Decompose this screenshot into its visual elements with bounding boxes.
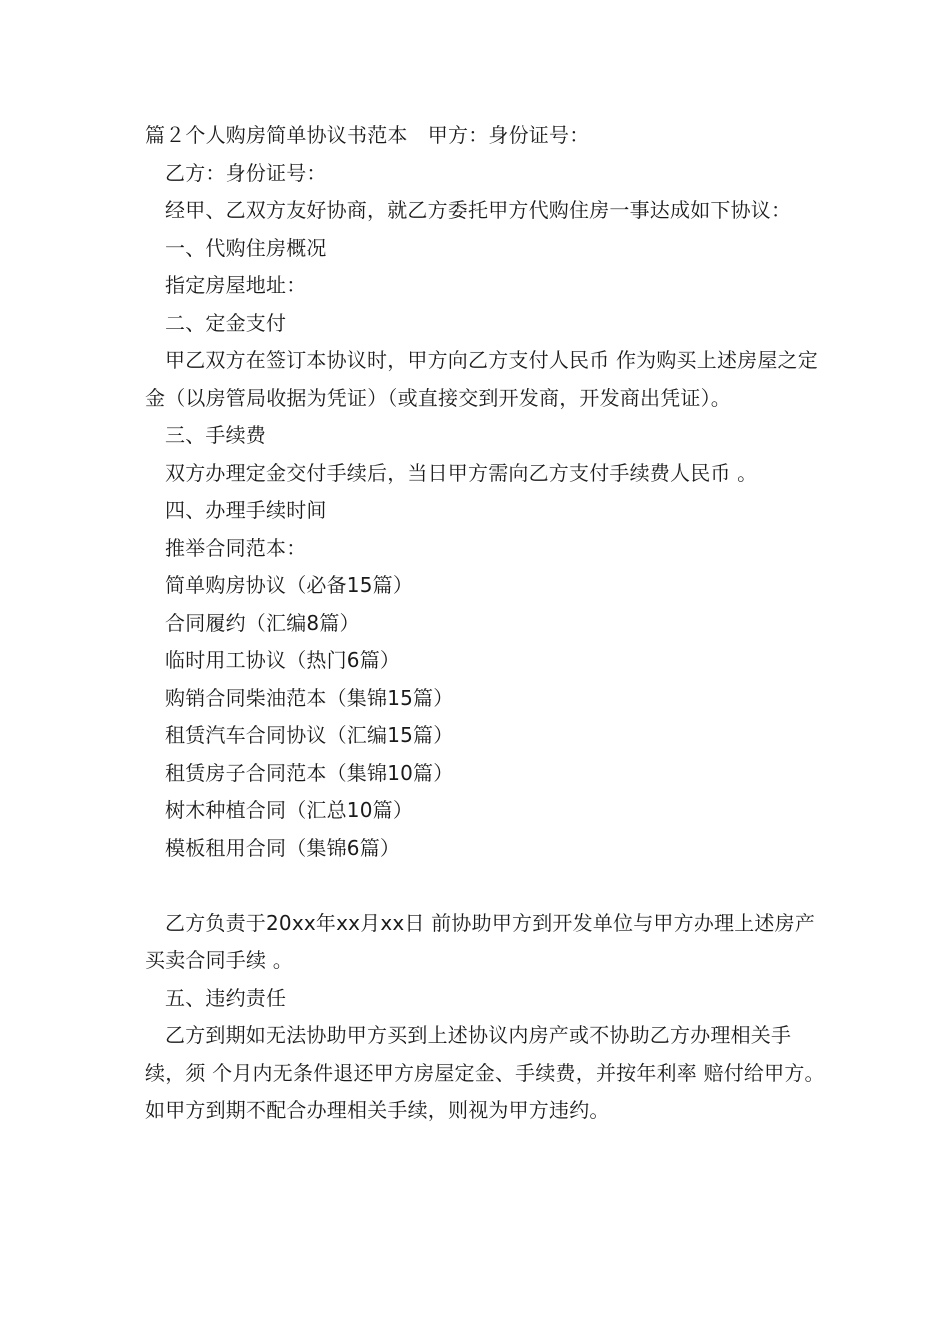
section-1-heading: 一、代购住房概况 bbox=[165, 235, 327, 260]
doc-title-line: 篇２个人购房简单协议书范本 甲方：身份证号： bbox=[145, 123, 590, 147]
party-b-line: 乙方：身份证号： bbox=[165, 160, 327, 185]
deposit-paragraph: 甲乙双方在签订本协议时，甲方向乙方支付人民币 作为购买上述房屋之定金（以房管局收据为凭证）（或直接交到开发商，开发商出凭证）。 bbox=[145, 348, 818, 410]
recommended-item: 合同履约（汇编8篇） bbox=[165, 610, 360, 635]
recommended-item: 临时用工协议（热门6篇） bbox=[165, 648, 401, 672]
blank-line bbox=[145, 867, 825, 905]
liability-paragraph: 乙方到期如无法协助甲方买到上述协议内房产或不协助乙方办理相关手续，须 个月内无条件退还甲方房屋定金、手续费，并按年利率 赔付给甲方。如甲方到期不配合办理相关手续，则视为甲方违约。 bbox=[145, 1023, 825, 1122]
house-address-line: 指定房屋地址： bbox=[165, 273, 307, 297]
intro-paragraph: 经甲、乙双方友好协商，就乙方委托甲方代购住房一事达成如下协议： bbox=[165, 198, 792, 222]
document-body bbox=[145, 117, 825, 1130]
procedure-paragraph: 乙方负责于20xx年xx月xx日 前协助甲方到开发单位与甲方办理上述房产买卖合同手续 。 bbox=[145, 910, 816, 972]
section-4-heading: 四、办理手续时间 bbox=[165, 498, 327, 522]
section-3-heading: 三、手续费 bbox=[165, 423, 266, 447]
fee-paragraph: 双方办理定金交付手续后，当日甲方需向乙方支付手续费人民币 。 bbox=[165, 460, 758, 485]
recommended-item: 购销合同柴油范本（集锦15篇） bbox=[165, 685, 454, 710]
recommended-item: 树木种植合同（汇总10篇） bbox=[165, 798, 414, 822]
recommended-item: 简单购房协议（必备15篇） bbox=[165, 573, 414, 597]
recommended-item: 租赁汽车合同协议（汇编15篇） bbox=[165, 723, 454, 747]
recommended-item: 模板租用合同（集锦6篇） bbox=[165, 835, 401, 860]
recommended-heading: 推举合同范本： bbox=[165, 535, 307, 560]
section-2-heading: 二、定金支付 bbox=[165, 310, 287, 335]
section-5-heading: 五、违约责任 bbox=[165, 985, 287, 1010]
recommended-item: 租赁房子合同范本（集锦10篇） bbox=[165, 760, 454, 785]
